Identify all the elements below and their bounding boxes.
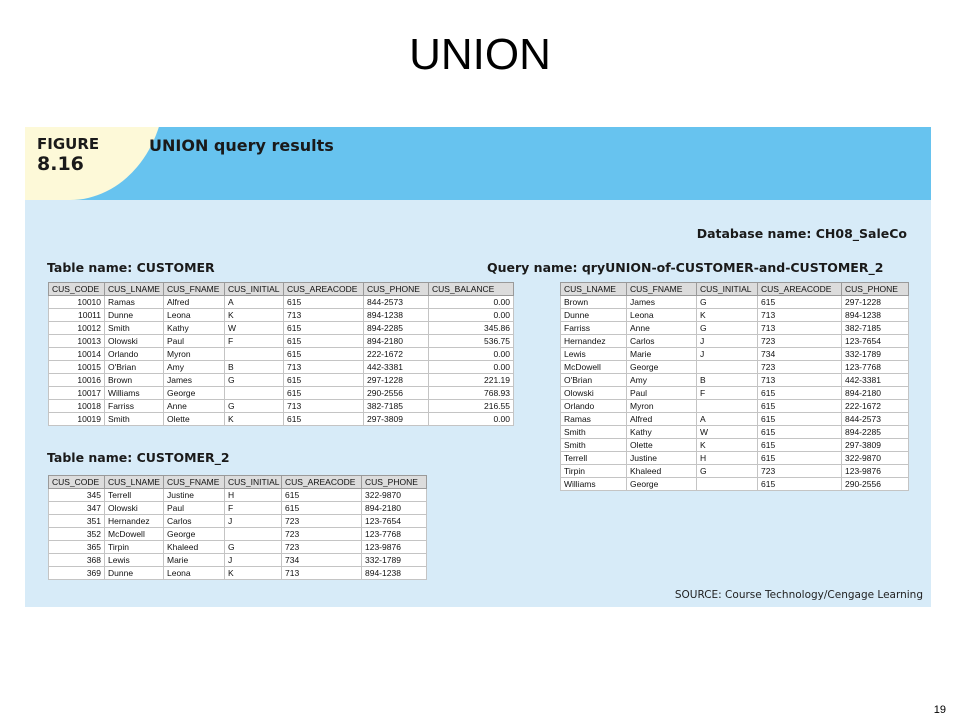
table-cell: F: [697, 387, 758, 400]
table-cell: Carlos: [627, 335, 697, 348]
table-cell: Dunne: [105, 309, 164, 322]
table-cell: George: [164, 528, 225, 541]
table-cell: 615: [758, 478, 842, 491]
table-cell: 369: [49, 567, 105, 580]
column-header: CUS_AREACODE: [758, 283, 842, 296]
table-row: [561, 452, 909, 465]
table-cell: Terrell: [561, 452, 627, 465]
table-cell: G: [697, 296, 758, 309]
table-cell: 723: [758, 335, 842, 348]
table-cell: 0.00: [429, 348, 514, 361]
table-cell: Lewis: [105, 554, 164, 567]
column-header: CUS_LNAME: [105, 476, 164, 489]
table-row: [561, 400, 909, 413]
table-cell: 844-2573: [364, 296, 429, 309]
table-cell: Marie: [627, 348, 697, 361]
table-cell: 615: [758, 387, 842, 400]
figure-header: [25, 127, 931, 200]
table-cell: A: [697, 413, 758, 426]
table-cell: 894-1238: [364, 309, 429, 322]
table-row: [49, 361, 514, 374]
table-cell: Olette: [164, 413, 225, 426]
table-cell: 382-7185: [842, 322, 909, 335]
table-cell: 536.75: [429, 335, 514, 348]
table-row: [49, 554, 427, 567]
table-cell: Brown: [105, 374, 164, 387]
column-header: CUS_PHONE: [364, 283, 429, 296]
table-cell: 713: [282, 567, 362, 580]
table-cell: J: [697, 348, 758, 361]
table-cell: 297-1228: [842, 296, 909, 309]
table-cell: Smith: [561, 439, 627, 452]
column-header: CUS_LNAME: [561, 283, 627, 296]
table-cell: 615: [758, 426, 842, 439]
figure-label: [37, 135, 99, 175]
table-row: [561, 387, 909, 400]
table-cell: 615: [758, 452, 842, 465]
table-cell: 332-1789: [842, 348, 909, 361]
table-cell: 10014: [49, 348, 105, 361]
table-cell: 713: [758, 322, 842, 335]
table-row: [561, 439, 909, 452]
table-cell: [225, 528, 282, 541]
table-row: [49, 387, 514, 400]
table-cell: Kathy: [627, 426, 697, 439]
table-cell: 123-7768: [842, 361, 909, 374]
table-cell: O'Brian: [105, 361, 164, 374]
table-cell: Lewis: [561, 348, 627, 361]
column-header: CUS_INITIAL: [225, 476, 282, 489]
table-row: [561, 478, 909, 491]
table-cell: 713: [758, 374, 842, 387]
table-cell: Anne: [164, 400, 225, 413]
table-cell: 10019: [49, 413, 105, 426]
table-cell: Brown: [561, 296, 627, 309]
table-row: [49, 567, 427, 580]
table-row: [561, 361, 909, 374]
table-cell: Marie: [164, 554, 225, 567]
column-header: CUS_INITIAL: [697, 283, 758, 296]
table-cell: Smith: [561, 426, 627, 439]
table-cell: Dunne: [105, 567, 164, 580]
table-cell: [697, 400, 758, 413]
table-cell: 723: [758, 361, 842, 374]
table-cell: 723: [758, 465, 842, 478]
table-row: [49, 309, 514, 322]
table-cell: 615: [282, 489, 362, 502]
table-cell: Farriss: [105, 400, 164, 413]
table-cell: 723: [282, 515, 362, 528]
table-cell: 894-1238: [842, 309, 909, 322]
table-cell: Paul: [164, 502, 225, 515]
database-name-label: Database name: CH08_SaleCo: [696, 226, 907, 241]
table-cell: McDowell: [105, 528, 164, 541]
table-cell: Olowski: [105, 502, 164, 515]
table-cell: Justine: [627, 452, 697, 465]
table-cell: 615: [758, 439, 842, 452]
table-cell: 297-3809: [364, 413, 429, 426]
figure-label-text: FIGURE: [37, 135, 100, 153]
table-cell: Khaleed: [627, 465, 697, 478]
column-header: CUS_PHONE: [362, 476, 427, 489]
table-cell: B: [225, 361, 284, 374]
figure-source: SOURCE: Course Technology/Cengage Learning: [674, 589, 923, 601]
table-row: [561, 309, 909, 322]
table-cell: 615: [758, 400, 842, 413]
table-cell: 768.93: [429, 387, 514, 400]
slide-title: UNION: [409, 30, 551, 79]
customer2-table: [48, 475, 427, 580]
table-cell: 615: [284, 335, 364, 348]
table-cell: G: [225, 541, 282, 554]
table-cell: Anne: [627, 322, 697, 335]
table-cell: F: [225, 502, 282, 515]
column-header: CUS_CODE: [49, 283, 105, 296]
customer2-table-label: Table name: CUSTOMER_2: [47, 450, 230, 465]
table-cell: 10012: [49, 322, 105, 335]
table-cell: G: [697, 322, 758, 335]
table-cell: 297-3809: [842, 439, 909, 452]
table-cell: Tirpin: [561, 465, 627, 478]
table-cell: George: [164, 387, 225, 400]
query-label: Query name: qryUNION-of-CUSTOMER-and-CUSTOMER_2: [487, 260, 884, 275]
table-cell: 442-3381: [364, 361, 429, 374]
table-cell: Tirpin: [105, 541, 164, 554]
table-cell: 345: [49, 489, 105, 502]
table-cell: 615: [758, 413, 842, 426]
table-cell: 123-7654: [362, 515, 427, 528]
table-row: [561, 413, 909, 426]
table-row: [561, 426, 909, 439]
table-row: [49, 541, 427, 554]
table-cell: 10018: [49, 400, 105, 413]
table-cell: 368: [49, 554, 105, 567]
table-cell: 734: [758, 348, 842, 361]
table-cell: 894-2180: [842, 387, 909, 400]
table-cell: W: [697, 426, 758, 439]
table-cell: [225, 348, 284, 361]
table-cell: 713: [284, 361, 364, 374]
table-cell: Amy: [627, 374, 697, 387]
table-cell: K: [225, 567, 282, 580]
table-cell: 10016: [49, 374, 105, 387]
table-cell: 713: [758, 309, 842, 322]
table-cell: Paul: [627, 387, 697, 400]
table-cell: 351: [49, 515, 105, 528]
table-cell: 615: [284, 296, 364, 309]
column-header: CUS_AREACODE: [284, 283, 364, 296]
table-cell: 0.00: [429, 296, 514, 309]
table-cell: 347: [49, 502, 105, 515]
page-number: 19: [933, 704, 946, 716]
table-cell: 365: [49, 541, 105, 554]
table-cell: 123-9876: [842, 465, 909, 478]
column-header: CUS_FNAME: [164, 283, 225, 296]
table-cell: 123-7768: [362, 528, 427, 541]
table-cell: H: [697, 452, 758, 465]
table-cell: McDowell: [561, 361, 627, 374]
table-cell: Orlando: [105, 348, 164, 361]
table-cell: 222-1672: [842, 400, 909, 413]
table-cell: Olette: [627, 439, 697, 452]
table-cell: Olowski: [105, 335, 164, 348]
table-cell: 332-1789: [362, 554, 427, 567]
table-cell: 222-1672: [364, 348, 429, 361]
table-row: [49, 374, 514, 387]
table-row: [49, 413, 514, 426]
table-cell: Carlos: [164, 515, 225, 528]
table-cell: 615: [284, 348, 364, 361]
table-cell: 894-2180: [364, 335, 429, 348]
figure-panel: [25, 127, 931, 607]
column-header: CUS_CODE: [49, 476, 105, 489]
table-cell: 352: [49, 528, 105, 541]
table-cell: 894-2180: [362, 502, 427, 515]
table-cell: 0.00: [429, 361, 514, 374]
table-cell: 123-7654: [842, 335, 909, 348]
table-cell: Leona: [164, 567, 225, 580]
table-cell: Orlando: [561, 400, 627, 413]
table-cell: 894-2285: [842, 426, 909, 439]
table-cell: 713: [284, 400, 364, 413]
table-row: [561, 348, 909, 361]
table-row: [49, 515, 427, 528]
table-cell: 382-7185: [364, 400, 429, 413]
table-cell: K: [697, 309, 758, 322]
table-cell: O'Brian: [561, 374, 627, 387]
table-cell: 615: [284, 413, 364, 426]
table-cell: James: [627, 296, 697, 309]
figure-caption: UNION query results: [149, 136, 334, 155]
table-cell: B: [697, 374, 758, 387]
table-cell: 723: [282, 541, 362, 554]
table-cell: 0.00: [429, 413, 514, 426]
table-cell: Khaleed: [164, 541, 225, 554]
table-cell: 123-9876: [362, 541, 427, 554]
column-header: CUS_FNAME: [164, 476, 225, 489]
table-cell: Terrell: [105, 489, 164, 502]
table-cell: [697, 478, 758, 491]
table-cell: Justine: [164, 489, 225, 502]
table-cell: 10013: [49, 335, 105, 348]
table-cell: 844-2573: [842, 413, 909, 426]
table-cell: Paul: [164, 335, 225, 348]
table-cell: 734: [282, 554, 362, 567]
table-cell: Amy: [164, 361, 225, 374]
table-cell: Alfred: [627, 413, 697, 426]
table-cell: K: [697, 439, 758, 452]
table-cell: 322-9870: [842, 452, 909, 465]
table-row: [561, 296, 909, 309]
table-cell: A: [225, 296, 284, 309]
column-header: CUS_LNAME: [105, 283, 164, 296]
table-cell: 322-9870: [362, 489, 427, 502]
table-cell: [225, 387, 284, 400]
table-cell: 713: [284, 309, 364, 322]
table-cell: 10011: [49, 309, 105, 322]
table-cell: J: [225, 554, 282, 567]
table-cell: F: [225, 335, 284, 348]
column-header: CUS_INITIAL: [225, 283, 284, 296]
table-cell: 10015: [49, 361, 105, 374]
table-cell: 216.55: [429, 400, 514, 413]
table-cell: [697, 361, 758, 374]
table-row: [49, 489, 427, 502]
table-cell: G: [697, 465, 758, 478]
column-header: CUS_FNAME: [627, 283, 697, 296]
table-cell: 442-3381: [842, 374, 909, 387]
table-cell: James: [164, 374, 225, 387]
column-header: CUS_BALANCE: [429, 283, 514, 296]
table-cell: Dunne: [561, 309, 627, 322]
table-row: [49, 528, 427, 541]
table-cell: Myron: [627, 400, 697, 413]
table-cell: Farriss: [561, 322, 627, 335]
table-cell: Olowski: [561, 387, 627, 400]
table-row: [49, 502, 427, 515]
table-cell: 615: [758, 296, 842, 309]
table-row: [561, 335, 909, 348]
figure-number: 8.16: [37, 153, 84, 175]
table-cell: George: [627, 361, 697, 374]
table-cell: Hernandez: [561, 335, 627, 348]
column-header: CUS_PHONE: [842, 283, 909, 296]
table-cell: 345.86: [429, 322, 514, 335]
table-cell: 10010: [49, 296, 105, 309]
table-cell: 615: [284, 322, 364, 335]
table-cell: 290-2556: [364, 387, 429, 400]
table-cell: 10017: [49, 387, 105, 400]
table-cell: Williams: [105, 387, 164, 400]
table-row: [561, 465, 909, 478]
table-row: [49, 335, 514, 348]
table-cell: Myron: [164, 348, 225, 361]
table-row: [561, 322, 909, 335]
table-cell: 297-1228: [364, 374, 429, 387]
table-cell: Leona: [627, 309, 697, 322]
query-table: [560, 282, 909, 491]
table-cell: George: [627, 478, 697, 491]
table-cell: K: [225, 309, 284, 322]
table-cell: G: [225, 400, 284, 413]
table-cell: K: [225, 413, 284, 426]
table-cell: 0.00: [429, 309, 514, 322]
table-cell: Williams: [561, 478, 627, 491]
table-cell: Ramas: [561, 413, 627, 426]
table-cell: W: [225, 322, 284, 335]
table-cell: Smith: [105, 413, 164, 426]
table-row: [49, 322, 514, 335]
table-cell: 221.19: [429, 374, 514, 387]
table-row: [49, 400, 514, 413]
table-row: [49, 348, 514, 361]
table-cell: Kathy: [164, 322, 225, 335]
table-cell: Alfred: [164, 296, 225, 309]
table-row: [49, 296, 514, 309]
customer-table: [48, 282, 514, 426]
table-cell: Ramas: [105, 296, 164, 309]
table-cell: Hernandez: [105, 515, 164, 528]
table-cell: J: [697, 335, 758, 348]
table-cell: 894-2285: [364, 322, 429, 335]
table-cell: G: [225, 374, 284, 387]
table-cell: Smith: [105, 322, 164, 335]
customer-table-label: Table name: CUSTOMER: [47, 260, 215, 275]
table-cell: 615: [284, 374, 364, 387]
table-cell: 894-1238: [362, 567, 427, 580]
table-cell: 615: [282, 502, 362, 515]
table-cell: 290-2556: [842, 478, 909, 491]
table-cell: 615: [284, 387, 364, 400]
column-header: CUS_AREACODE: [282, 476, 362, 489]
table-cell: 723: [282, 528, 362, 541]
table-cell: H: [225, 489, 282, 502]
table-cell: J: [225, 515, 282, 528]
table-row: [561, 374, 909, 387]
table-cell: Leona: [164, 309, 225, 322]
